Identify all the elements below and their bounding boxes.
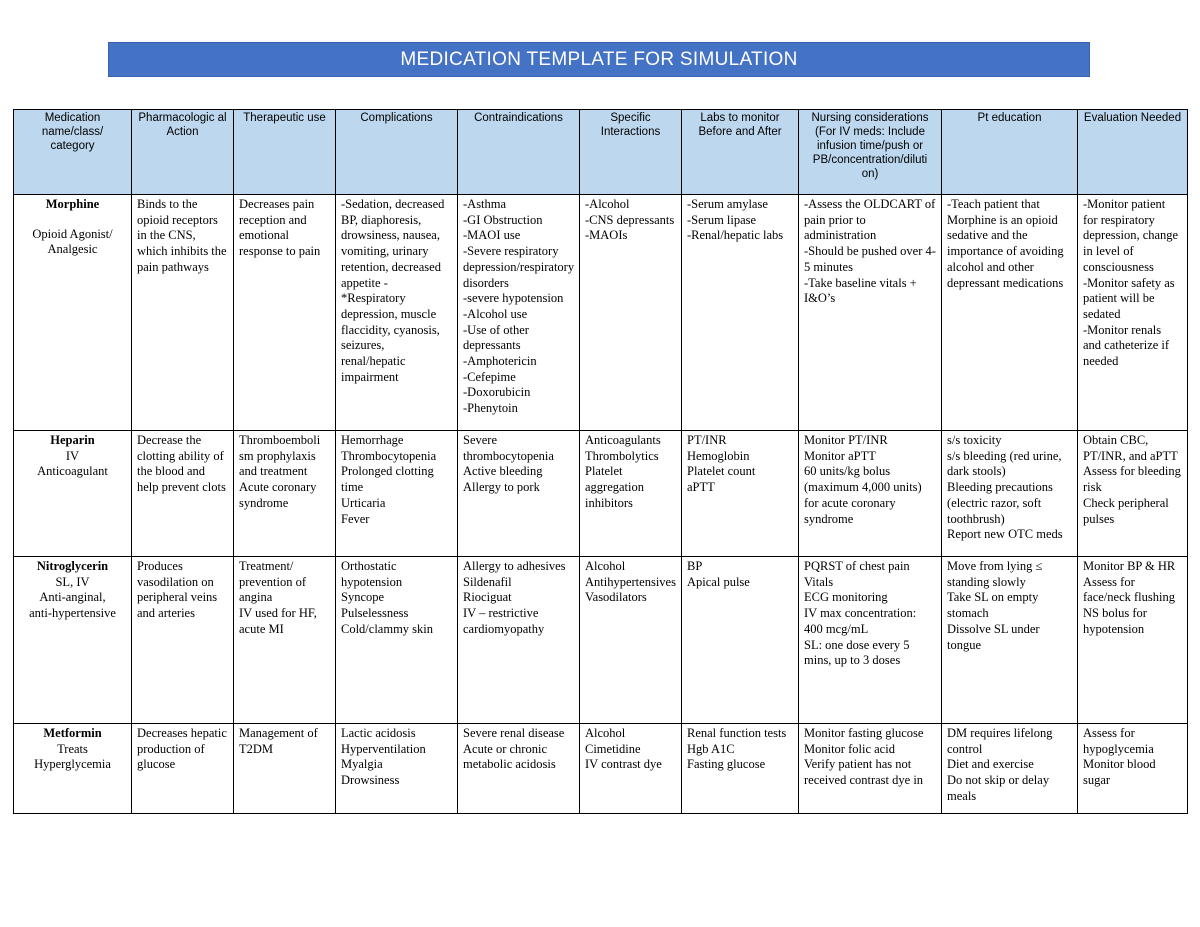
list-item: Sildenafil <box>463 574 512 589</box>
list-item: -Asthma <box>463 197 507 211</box>
list-item: s/s bleeding (red urine, dark stools) <box>947 448 1062 479</box>
list-item: IV max concentration: 400 mcg/mL <box>804 606 917 636</box>
list-item: -Use of other depressants <box>463 322 529 353</box>
list-item: -Serum lipase <box>687 212 757 227</box>
drug-class: Treats <box>57 741 88 756</box>
list-item: Alcohol <box>585 559 626 573</box>
drug-class: Hyperglycemia <box>34 757 111 772</box>
list-item: Allergy to adhesives <box>463 559 566 573</box>
list-item: -Severe respiratory depression/respiratory disorders <box>463 244 575 290</box>
list-item: Hemorrhage <box>341 433 404 447</box>
list-item: Drowsiness <box>341 773 400 788</box>
list-item: Riociguat <box>463 590 512 605</box>
contraindications-cell <box>458 724 580 814</box>
nursing-cell <box>799 431 942 557</box>
action-cell: Decrease the clotting ability of the blood and help prevent clots <box>132 431 234 557</box>
header-labs: Labs to monitor Before and After <box>682 110 799 195</box>
list-item: Vasodilators <box>585 590 647 605</box>
drug-class: Opioid Agonist/ <box>32 226 113 241</box>
drug-name: Heparin <box>50 433 95 447</box>
list-item: NS bolus for hypotension <box>1083 606 1147 636</box>
table-row <box>14 557 1188 724</box>
list-item: Monitor aPTT <box>804 448 876 463</box>
list-item: Prolonged clotting time <box>341 464 434 495</box>
header-contraindications: Contraindications <box>458 110 580 195</box>
list-item: Assess for hypoglycemia <box>1083 726 1154 756</box>
list-item: -MAOIs <box>585 228 628 243</box>
use-cell: Decreases pain reception and emotional response to pain <box>234 195 336 431</box>
list-item: IV used for HF, acute MI <box>239 606 317 636</box>
list-item: Do not skip or delay meals <box>947 773 1050 803</box>
list-item: Severe thrombocytopenia <box>463 433 554 463</box>
list-item: -Renal/hepatic labs <box>687 228 784 243</box>
list-item: BP <box>687 559 703 573</box>
drug-class: SL, IV <box>55 574 90 589</box>
list-item: -Monitor renals and catheterize if needed <box>1083 322 1170 369</box>
header-medication: Medication name/class/ category <box>14 110 132 195</box>
use-cell <box>234 557 336 724</box>
list-item: Fasting glucose <box>687 757 766 772</box>
list-item: Allergy to pork <box>463 480 540 495</box>
header-therapeutic-use: Therapeutic use <box>234 110 336 195</box>
list-item: Bleeding precautions (electric razor, soft toothbrush) <box>947 480 1053 526</box>
list-item: Move from lying ≤ standing slowly <box>947 559 1043 589</box>
use-cell: Management of T2DM <box>234 724 336 814</box>
list-item: Cimetidine <box>585 741 641 756</box>
list-item: Assess for face/neck flushing <box>1083 574 1175 605</box>
list-item: Hgb A1C <box>687 741 735 756</box>
list-item: Platelet count <box>687 464 756 479</box>
list-item: Assess for bleeding risk <box>1083 464 1181 495</box>
drug-class: anti-hypertensive <box>29 606 116 621</box>
interactions-cell <box>580 557 682 724</box>
use-cell: Thromboemboli sm prophylaxis and treatment Acute coronary syndrome <box>234 431 336 557</box>
list-item: Verify patient has not received contrast dye in <box>804 757 924 788</box>
interactions-cell <box>580 724 682 814</box>
table-row <box>14 724 1188 814</box>
list-item: Obtain CBC, PT/INR, and aPTT <box>1083 433 1178 463</box>
list-item: -Monitor patient for respiratory depression, change in level of consciousness <box>1083 197 1179 274</box>
education-cell <box>942 557 1078 724</box>
list-item: Monitor PT/INR <box>804 433 888 447</box>
list-item: Acute or chronic metabolic acidosis <box>463 741 556 772</box>
complications-cell <box>336 557 458 724</box>
list-item: Anticoagulants <box>585 433 661 447</box>
list-item: -MAOI use <box>463 228 521 243</box>
drug-class: IV <box>65 448 80 463</box>
list-item: 60 units/kg bolus (maximum 4,000 units) for acute coronary syndrome <box>804 464 922 526</box>
education-cell <box>942 724 1078 814</box>
nursing-cell <box>799 195 942 431</box>
contraindications-cell <box>458 431 580 557</box>
list-item: -GI Obstruction <box>463 212 543 227</box>
header-row <box>14 110 1188 195</box>
list-item: Diet and exercise <box>947 757 1034 772</box>
list-item: IV – restrictive cardiomyopathy <box>463 606 545 636</box>
list-item: Monitor blood sugar <box>1083 757 1156 788</box>
evaluation-cell <box>1078 195 1188 431</box>
interactions-cell <box>580 195 682 431</box>
drug-name: Nitroglycerin <box>36 559 109 573</box>
complications-cell: -Sedation, decreased BP, diaphoresis, drowsiness, nausea, vomiting, urinary retention, decreased appetite -*Respiratory depression, muscle flaccidity, cyanosis, seizures, renal/hepatic impairment <box>336 195 458 431</box>
drug-class: Analgesic <box>47 242 98 257</box>
evaluation-cell <box>1078 557 1188 724</box>
list-item: s/s toxicity <box>947 433 1002 447</box>
list-item: Report new OTC meds <box>947 527 1063 542</box>
drug-class: Anticoagulant <box>37 464 108 479</box>
list-item: Hyperventilation <box>341 741 426 756</box>
medication-name-cell <box>14 431 132 557</box>
list-item: Cold/clammy skin <box>341 621 434 636</box>
header-evaluation: Evaluation Needed <box>1078 110 1188 195</box>
list-item: -Should be pushed over 4-5 minutes <box>804 244 936 274</box>
list-item: Apical pulse <box>687 574 750 589</box>
list-item: Dissolve SL under tongue <box>947 621 1040 652</box>
list-item: -Assess the OLDCART of pain prior to administration <box>804 197 936 243</box>
list-item: Lactic acidosis <box>341 726 416 740</box>
list-item: aPTT <box>687 480 715 495</box>
list-item: -Monitor safety as patient will be sedated <box>1083 275 1175 321</box>
drug-class: Anti-anginal, <box>39 590 106 605</box>
list-item: -Alcohol use <box>463 306 528 321</box>
list-item: Fever <box>341 511 370 526</box>
medication-table <box>13 109 1188 814</box>
list-item: Active bleeding <box>463 464 543 479</box>
list-item: PQRST of chest pain <box>804 559 910 573</box>
evaluation-cell <box>1078 724 1188 814</box>
nursing-cell <box>799 724 942 814</box>
education-cell <box>942 195 1078 431</box>
header-specific-interactions: Specific Interactions <box>580 110 682 195</box>
list-item: -Serum amylase <box>687 197 768 211</box>
list-item: Platelet aggregation inhibitors <box>585 464 645 510</box>
complications-cell <box>336 724 458 814</box>
contraindications-cell <box>458 557 580 724</box>
table-row <box>14 195 1188 431</box>
list-item: Pulselessness <box>341 606 409 621</box>
list-item: Urticaria <box>341 495 386 510</box>
action-cell: Produces vasodilation on peripheral veins and arteries <box>132 557 234 724</box>
list-item: Check peripheral pulses <box>1083 495 1169 526</box>
table-row <box>14 431 1188 557</box>
list-item: -Amphotericin <box>463 354 537 369</box>
header-pt-education: Pt education <box>942 110 1078 195</box>
labs-cell <box>682 195 799 431</box>
education-cell <box>942 431 1078 557</box>
list-item: Thrombolytics <box>585 448 659 463</box>
list-item: -Teach patient that Morphine is an opioid sedative and the importance of avoiding alcohol and other depressant medications <box>947 197 1064 290</box>
list-item: -Phenytoin <box>463 401 518 416</box>
medication-name-cell <box>14 195 132 431</box>
list-item: -severe hypotension <box>463 291 564 306</box>
medication-name-cell <box>14 557 132 724</box>
medication-name-cell <box>14 724 132 814</box>
list-item: Alcohol <box>585 726 626 740</box>
drug-name: Morphine <box>45 197 100 211</box>
contraindications-cell <box>458 195 580 431</box>
drug-name: Metformin <box>43 726 102 740</box>
list-item: IV contrast dye <box>585 757 662 772</box>
list-item: Hemoglobin <box>687 448 750 463</box>
list-item: -Take baseline vitals + I&O’s <box>804 275 917 306</box>
list-item: Monitor folic acid <box>804 741 895 756</box>
list-item: Thrombocytopenia <box>341 448 437 463</box>
evaluation-cell <box>1078 431 1188 557</box>
list-item: Syncope <box>341 590 385 605</box>
header-complications: Complications <box>336 110 458 195</box>
list-item: -Doxorubicin <box>463 385 531 400</box>
complications-cell <box>336 431 458 557</box>
nursing-cell <box>799 557 942 724</box>
action-cell: Decreases hepatic production of glucose <box>132 724 234 814</box>
list-item: Monitor fasting glucose <box>804 726 924 740</box>
list-item: PT/INR <box>687 433 727 447</box>
labs-cell <box>682 431 799 557</box>
list-item: Antihypertensives <box>585 574 676 589</box>
list-item: DM requires lifelong control <box>947 726 1053 756</box>
header-pharmacologic-action: Pharmacologic al Action <box>132 110 234 195</box>
action-cell: Binds to the opioid receptors in the CNS, which inhibits the pain pathways <box>132 195 234 431</box>
page-title: MEDICATION TEMPLATE FOR SIMULATION <box>108 42 1090 77</box>
list-item: Treatment/ prevention of angina <box>239 559 306 605</box>
list-item: Vitals <box>804 574 834 589</box>
list-item: ECG monitoring <box>804 590 888 605</box>
labs-cell <box>682 724 799 814</box>
list-item: -CNS depressants <box>585 212 675 227</box>
list-item: Renal function tests <box>687 726 787 740</box>
list-item: Take SL on empty stomach <box>947 590 1039 621</box>
labs-cell <box>682 557 799 724</box>
header-nursing-considerations: Nursing considerations (For IV meds: Include infusion time/push or PB/concentration/diluti on) <box>799 110 942 195</box>
list-item: SL: one dose every 5 mins, up to 3 doses <box>804 637 910 668</box>
list-item: Severe renal disease <box>463 726 565 740</box>
list-item: Orthostatic hypotension <box>341 559 403 589</box>
list-item: Myalgia <box>341 757 383 772</box>
interactions-cell <box>580 431 682 557</box>
list-item: -Cefepime <box>463 369 516 384</box>
list-item: -Alcohol <box>585 197 630 211</box>
list-item: Monitor BP & HR <box>1083 559 1176 573</box>
